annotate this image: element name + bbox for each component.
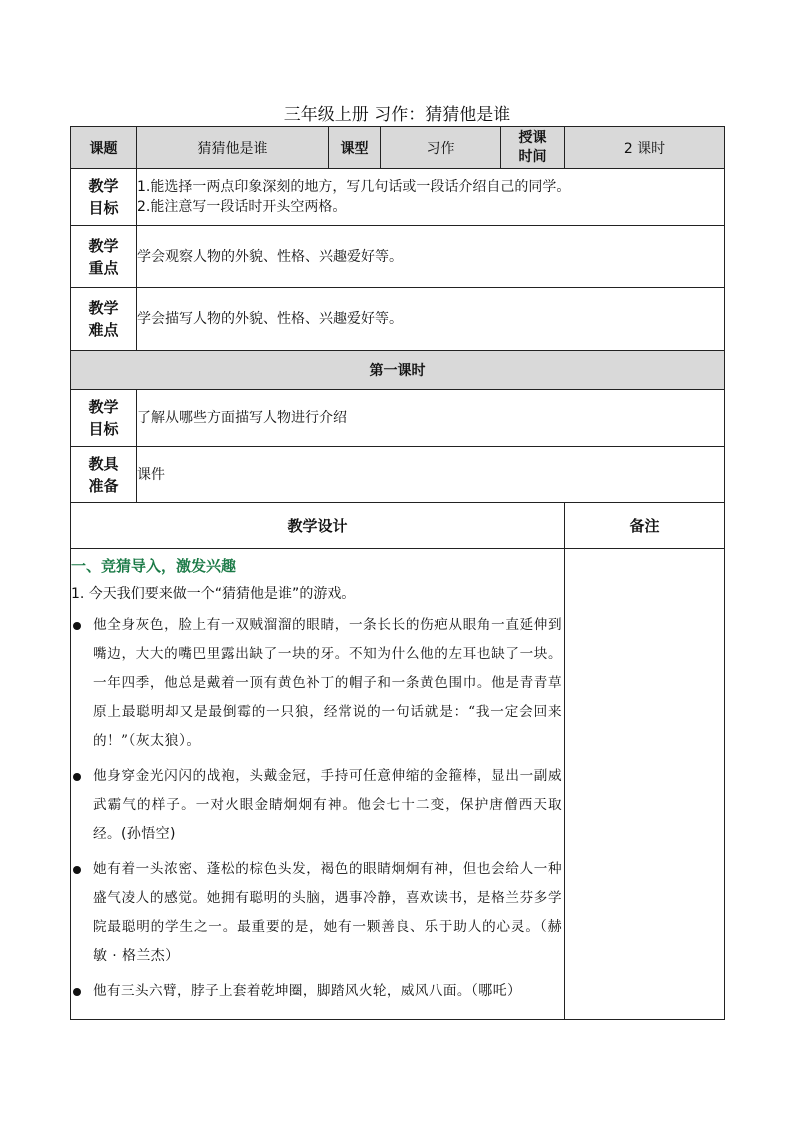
bullet-icon <box>73 622 81 630</box>
lesson1-title-row <box>71 351 725 390</box>
list-item <box>71 977 564 1006</box>
riddle-answer: （哪吒） <box>470 983 522 999</box>
difficulty-label-line2: 难点 <box>88 321 119 339</box>
riddle-text: 他全身灰色，脸上有一双贼溜溜的眼睛，一条长长的伤疤从眼角一直延伸到嘴边，大大的嘴巴里露出缺了一块的牙。不知为什么他的左耳也缺了一块。一年四季，他总是戴着一顶有黄色补丁的帽子和一条黄色围巾。他是青青草原上最聪明却又是最倒霉的一只狼，经常说的一句话就是：“我一定会回来的！” <box>93 617 562 749</box>
riddle-answer: （灰太狼）。 <box>128 733 201 749</box>
lesson1-tools-content: 课件 <box>137 447 725 503</box>
lesson1-title: 第一课时 <box>71 351 725 390</box>
goal-item-1: 1.能选择一两点印象深刻的地方，写几句话或一段话介绍自己的同学。 <box>137 179 571 195</box>
goal-item-2: 2.能注意写一段话时开头空两格。 <box>137 199 347 215</box>
difficulty-content: 学会描写人物的外貌、性格、兴趣爱好等。 <box>137 288 725 351</box>
riddle-text: 他有三头六臂，脖子上套着乾坤圈，脚踏风火轮，威风八面。 <box>93 983 471 999</box>
notes-cell <box>565 549 725 1020</box>
difficulty-row <box>71 288 725 351</box>
difficulty-label <box>71 288 137 351</box>
type-value: 习作 <box>381 127 501 169</box>
lesson1-goal-label-line1: 教学 <box>88 398 119 416</box>
difficulty-label-line1: 教学 <box>88 299 119 317</box>
intro-line: 1. 今天我们要来做一个“猜猜他是谁”的游戏。 <box>71 586 356 602</box>
riddle-text: 她有着一头浓密、蓬松的棕色头发，褐色的眼睛炯炯有神，但也会给人一种盛气凌人的感觉。她拥有聪明的头脑，遇事冷静，喜欢读书，是格兰芬多学院最聪明的学生之一。最重要的是，她有一颗善良、乐于助人的心灵。 <box>93 861 562 935</box>
design-content <box>71 549 565 1020</box>
goals-label-line1: 教学 <box>88 177 119 195</box>
goals-label <box>71 169 137 226</box>
lesson1-goal-label <box>71 390 137 447</box>
list-item <box>71 762 564 849</box>
topic-label: 课题 <box>71 127 137 169</box>
lesson1-goal-content: 了解从哪些方面描写人物进行介绍 <box>137 390 725 447</box>
hours-value: 2 课时 <box>565 127 725 169</box>
goals-row <box>71 169 725 226</box>
lesson1-goal-row <box>71 390 725 447</box>
lesson1-tools-label <box>71 447 137 503</box>
lesson1-tools-label-line2: 准备 <box>88 476 119 495</box>
document-title: 三年级上册 习作：猜猜他是谁 <box>283 105 511 125</box>
goals-content <box>137 169 725 226</box>
topic-value: 猜猜他是谁 <box>137 127 329 169</box>
bullet-icon <box>73 773 81 781</box>
lesson1-goal-label-line2: 目标 <box>88 420 119 438</box>
focus-row <box>71 226 725 288</box>
lesson-plan-table <box>70 126 725 1020</box>
focus-label-line1: 教学 <box>88 236 119 255</box>
header-row <box>71 127 725 169</box>
focus-label-line2: 重点 <box>88 258 119 277</box>
class-time-label <box>501 127 565 169</box>
lesson1-tools-label-line1: 教具 <box>88 454 119 473</box>
riddle-answer: （赫敏 · 格兰杰） <box>93 919 562 964</box>
design-header-row <box>71 503 725 549</box>
class-time-label-line2: 时间 <box>518 148 547 165</box>
riddle-answer: (孙悟空) <box>121 826 176 842</box>
list-item <box>71 855 564 971</box>
type-label: 课型 <box>329 127 381 169</box>
focus-content: 学会观察人物的外貌、性格、兴趣爱好等。 <box>137 226 725 288</box>
focus-label <box>71 226 137 288</box>
design-header: 教学设计 <box>71 503 565 549</box>
list-item <box>71 611 564 756</box>
section1-title: 一、竞猜导入，激发兴趣 <box>71 557 237 575</box>
design-body-row <box>71 549 725 1020</box>
goals-label-line2: 目标 <box>88 199 119 217</box>
riddle-text: 他身穿金光闪闪的战袍，头戴金冠，手持可任意伸缩的金箍棒，显出一副威武霸气的样子。一对火眼金睛炯炯有神。他会七十二变，保护唐僧西天取经。 <box>93 768 562 842</box>
lesson1-tools-row <box>71 447 725 503</box>
bullet-icon <box>73 988 81 996</box>
bullet-icon <box>73 866 81 874</box>
class-time-label-line1: 授课 <box>518 129 547 146</box>
notes-header: 备注 <box>565 503 725 549</box>
